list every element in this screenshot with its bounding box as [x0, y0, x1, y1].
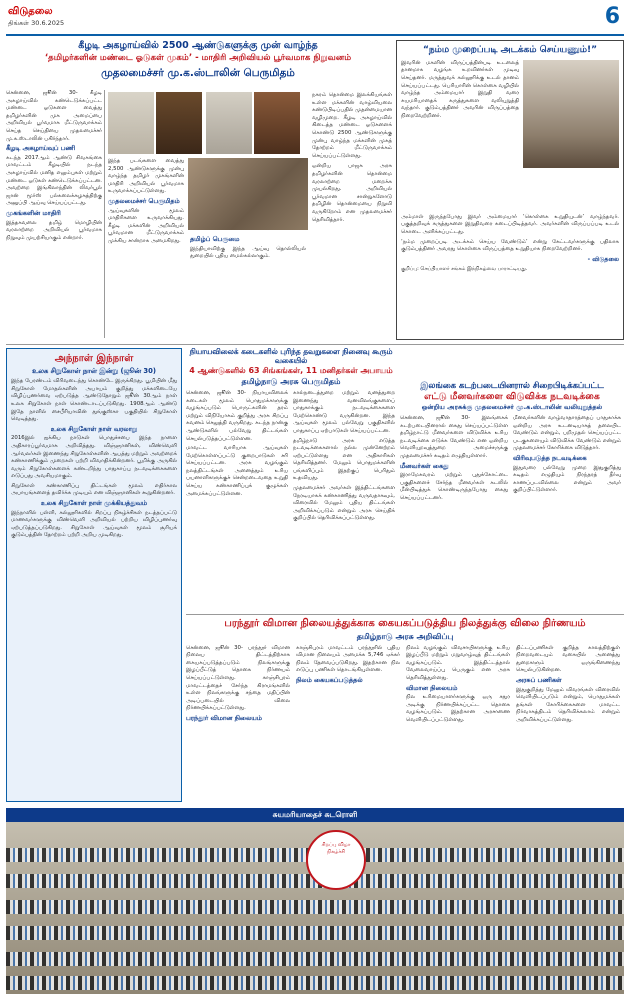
quote-body-3: ‘நம்ம முறைப்படி அடக்கம் செய்ய வேண்டும்’ என்று கேட்டவர்களுக்கு பதிலாக குடும்பத்தினர் அவரது கொள்கை விருப்பத்தை உறுதியாக நிறைவேற்றினர்.: [401, 238, 619, 253]
airport-body-2: காஞ்சிபுரம் மாவட்டம் பரந்தூரில் புதிய விமான நிலையம் அமைக்க 5,746 ஏக்கர் நிலம் தேவைப்படுகிறது. இதற்கான நில எடுப்பு பணிகள் தொடங்கியுள்ளன.: [296, 644, 400, 674]
lead-body-5: ஆய்வுகளின் மூலம் மாதிரிகளை உருவாக்கியது. கீழடி மக்களின் அறிவியல் பூர்வமான மீட்டுருவாக்கம் முக்கிய சான்றாக அமைகிறது.: [108, 207, 184, 244]
fishermen-column-2: [513, 415, 621, 593]
column-divider: [104, 90, 105, 338]
quote-body-2: அம்மாள் இருந்தபோது இவர் அம்மையார் ‘கொள்கை உறுதியுடன்’ வாழ்ந்தவர். பகுத்தறிவுக் கருத்துகளை இறுதிவரை கடைப்பிடித்தவர். அவர்களின் விருப்பப்படி உடல் கொடை அளிக்கப்பட்டது.: [401, 213, 619, 235]
excavation-photo: [188, 158, 308, 230]
ration-body-1: சென்னை, ஜூன் 30- நியாயவிலைக் கடைகள் மூலம் பொதுமக்களுக்கு வழங்கப்படும் பொருட்களின் தரம் மற்றும் விநியோகம் குறித்து அரசு சிறப்பு கவனம் செலுத்தி வருகிறது. கடந்த நான்கு ஆண்டுகளில் பல்வேறு திட்டங்கள் செயல்படுத்தப்பட்டுள்ளன.: [186, 389, 288, 442]
face-reconstruction-2: [254, 92, 300, 154]
face-reconstruction-1: [156, 92, 202, 154]
airport-sub-1: பரந்தூர் விமான நிலையம்: [186, 713, 262, 722]
ration-body-5: முதலமைச்சர் அவர்கள் இத்திட்டங்களை நேரடியாகக் கண்காணித்து வருவதாகவும், விரைவில் மேலும் புதிய திட்டங்கள் அறிவிக்கப்படும் என்றும் அரசு செய்திக் குறிப்பில் தெரிவிக்கப்பட்டுள்ளது.: [293, 485, 395, 522]
fishermen-subhead: ஒன்றிய அரசுக்கு முதலமைச்சர் மு.க.ஸ்டாலின் வலியுறுத்தல்: [421, 403, 603, 412]
airport-column-3: [406, 645, 510, 785]
ration-body-3: கால்நடைத்துறை மற்றும் வனத்துறை இணைந்து வனவிலங்குகளைப் பாதுகாக்கும் நடவடிக்கைகளை மேற்கொண்டு வருகின்றன. இந்த ஆய்வுகள் மூலம் பல்வேறு பகுதிகளில் பாதுகாப்பு ஏற்பாடுகள் செய்யப்பட்டன.: [293, 389, 395, 434]
airport-body-5: திட்டப்பணிகள் குறித்த காலத்திற்குள் நிறைவடையும் வகையில் அனைத்து துறைகளும் ஒருங்கிணைந்து செயல்படுகின்றன.: [516, 644, 620, 674]
lead-sub-1: கீழடி அகழாய்வுப் பணி: [6, 144, 76, 153]
lead-body-3: நகரம் தொன்மை இலக்கியங்கள் உள்ள மக்களின் வாழ்வியலை கண்டுபிடிப்பதில் முதன்மையான வழிமுறை. கீழடி அகழாய்வில் கிடைத்த மண்டை ஓடுகளைக் கொண்டு 2500 ஆண்டுகளுக்கு முன்பு வாழ்ந்த மக்களின் முகத் தோற்றம் மீட்டுருவாக்கம் செய்யப்பட்டுள்ளது.: [312, 92, 392, 159]
lead-sub-2: முகங்களின் மாதிரி: [6, 208, 61, 217]
lead-caption-column: [108, 158, 184, 338]
airport-headline: பரந்தூர் விமான நிலையத்துக்காக கையகப்படுத்திய நிலத்துக்கு விலை நிர்ணயம்: [224, 618, 586, 629]
airport-body-3: நிலம் வழங்கும் விவசாயிகளுக்கு உரிய இழப்பீடு மற்றும் மறுவாழ்வுத் திட்டங்கள் வழங்கப்படும். இத்திட்டத்தால் வேலைவாய்ப்பு பெருகும் என அரசு தெரிவித்துள்ளது.: [406, 644, 510, 681]
airport-body-4: நில உரிமையாளர்களுக்கு ஒரு சதுர அடிக்கு நிர்ணயிக்கப்பட்ட தொகை வழங்கப்படும். இதற்கான அரசாணை வெளியிடப்பட்டுள்ளது.: [406, 694, 510, 723]
lead-body-1: கடந்த 2017ஆம் ஆண்டு சிவகங்கை மாவட்டம் கீழடியில் நடந்த அகழாய்வில் மனித எலும்புகள் மற்றும் மண்டை ஓடுகள் கண்டெடுக்கப்பட்டன. அவற்றை இங்கிலாந்தின் லிவர்பூல் ஜான் மூர்ஸ் பல்கலைக்கழகத்திற்கு அனுப்பி ஆய்வு செய்யப்பட்டது.: [6, 154, 102, 207]
lead-headline: ‘தமிழர்களின் மண்டை ஓடுகள் முகம்’ - மாதிரி அறிவியல் பூர்வமாக நிறுவனம்: [44, 53, 352, 64]
ration-column-2: [293, 390, 395, 540]
fishermen-story: [400, 380, 624, 610]
skull-photo-2: [206, 92, 252, 154]
lead-sub-3: தமிழ்ப் பெருமை: [190, 235, 240, 243]
fishermen-body-2: இராமேசுவரம் மற்றும் புதுக்கோட்டை பகுதிகளைச் சேர்ந்த மீனவர்கள் கடலில் மீன்பிடித்துக் கொண்டிருந்தபோது கைது செய்யப்பட்டனர்.: [400, 472, 508, 501]
elderly-woman-photo: [523, 60, 619, 168]
ration-body-2: மாவட்ட வாரியாக ஆய்வுகள் மேற்கொள்ளப்பட்டு குறைபாடுகள் சரி செய்யப்பட்டன. அரசு வழங்கும் நலத்திட்டங்கள் அனைத்தும் உரிய பயனாளிகளுக்குச் சென்றடைவதை உறுதி செய்ய கண்காணிப்புக் குழுக்கள் அமைக்கப்பட்டுள்ளன.: [186, 445, 288, 497]
ration-body-4: தமிழ்நாடு அரசு எடுத்த நடவடிக்கைகளால் நல்ல முன்னேற்றம் ஏற்பட்டுள்ளது என அதிகாரிகள் தெரிவித்தனர். மேலும் பொதுமக்களின் பங்களிப்பும் இதற்குப் பெரிதும் உதவியது.: [293, 437, 395, 482]
on-this-day-body-2: 2016இல் ஐக்கிய நாடுகள் பொதுச்சபை இந்த நாளை அதிகாரப்பூர்வமாக அறிவித்தது. விஞ்ஞானிகள், விண்வெளி ஆர்வலர்கள் இணைந்து சிறுகோள்களின் ஆபத்து மற்றும் அவற்றைக் கண்காணிக்கும் முறைகள் பற்றி விவாதிக்கின்றனர். பூமிக்கு அருகில் வரும் சிறுகோள்களைக் கண்டறிந்து பாதுகாப்பு நடவடிக்கைகளை எடுப்பது அவசியமாகும்.: [11, 435, 177, 480]
quote-body: இவரின் மகளின் விருப்பத்தின்படி உடலைத் தானமாக வழங்க உறவினர்கள் முடிவு செய்தனர். மருத்துவக் கல்லூரிக்கு உடல் தானம் செய்யப்பட்டது. பெரியாரின் கொள்கை வழியில் வாழ்ந்த அம்மையார் இறுதி வரை சுயமரியாதைக் கருத்துகளை வலியுறுத்தி வந்தார். குடும்பத்தினர் அவரின் விருப்பத்தை நிறைவேற்றினர்.: [401, 59, 519, 119]
lead-column-4: [312, 92, 392, 338]
page-number: 6: [604, 4, 620, 29]
quote-body-left: [401, 60, 519, 212]
skull-photo-1: [108, 92, 154, 154]
on-this-day-subtitle: உலக சிறுகோள் நாள் இன்று (ஜூன் 30): [32, 367, 156, 375]
lead-subhead: முதலமைச்சர் மு.க.ஸ்டாலின் பெருமிதம்: [101, 66, 295, 79]
quote-body-bottom: [401, 214, 619, 254]
ration-subhead: தமிழ்நாடு அரசு பெருமிதம்: [241, 377, 341, 387]
on-this-day-sub-2: உலக சிறுகோள் நாள் முக்கியத்துவம்: [40, 499, 147, 508]
ration-headline: 4 ஆண்டுகளில் 63 சிங்கங்கள், 11 மனிதர்கள் அபாயம்: [189, 365, 393, 375]
fishermen-body-4: இதுவரை பல்வேறு முறை இதுகுறித்து கடிதம் எழுதியும் நிரந்தரத் தீர்வு காணப்படவில்லை என்றும் அவர் குறிப்பிட்டுள்ளார்.: [513, 464, 621, 494]
masthead-rule: [6, 34, 624, 36]
ration-kicker: நியாயவிலைக் கடைகளில் புரிந்த தவறுகளை நினைவு கூரும் வகையில்: [189, 348, 393, 365]
event-badge: சிறப்பு விழா நிகழ்ச்சி: [306, 830, 366, 890]
quote-title: “நம்ம முறைப்படி அடக்கம் செய்யணும்!”: [422, 45, 597, 55]
lead-column-3: [190, 234, 306, 338]
lead-kicker: கீழடி அகழாய்வில் 2500 ஆண்டுகளுக்கு முன் வாழ்ந்த: [78, 40, 318, 51]
fishermen-body-3: மீனவர்களின் வாழ்வாதாரத்தைப் பாதுகாக்க ஒன்றிய அரசு உடனடியாகத் தலையிட வேண்டும் என்றும், பறிமுதல் செய்யப்பட்ட படகுகளையும் விடுவிக்க வேண்டும் என்றும் முதலமைச்சர் கோரிக்கை விடுத்தார்.: [513, 415, 621, 452]
airport-body-1: சென்னை, ஜூன் 30- பரந்தூர் விமான நிலைய திட்டத்திற்காக கையகப்படுத்தப்படும் நிலங்களுக்கு இழப்பீட்டுத் தொகை நிர்ணயம் செய்யப்பட்டுள்ளது. காஞ்சிபுரம் மாவட்டத்தைச் சேர்ந்த கிராமங்களில் உள்ள நிலங்களுக்கு சந்தை மதிப்பின் அடிப்படையில் விலை நிர்ணயிக்கப்பட்டுள்ளது.: [186, 644, 290, 712]
airport-column-1: [186, 645, 290, 785]
lead-body-4: ஒன்றிய பாஜக அரசு தமிழர்களின் தொன்மை வரலாற்றை மறைக்க முயல்கிறது. அறிவியல் பூர்வமான சான்றுகளோடு தமிழின் தொன்மையை நிறுவி வருகிறோம் என முதலமைச்சர் தெரிவித்தார்.: [312, 163, 392, 223]
lead-body-6: இந்தியாவிற்கு இந்த ஆய்வு தொல்லியல் துறையில் புதிய மைல்கல்லாகும்.: [190, 245, 306, 260]
airport-sub-2: விமான நிலையம்: [406, 683, 458, 692]
masthead-name: விடுதலை: [8, 6, 53, 17]
airport-column-2: [296, 645, 400, 785]
fishermen-kicker: இலங்கை கடற்படையினரால் சிறைபிடிக்கப்பட்ட: [420, 380, 604, 390]
lead-body-2: இத்தகவலை தமிழ் மொழியின் வரலாற்றை அறிவியல் பூர்வமாக நிறுவும் முயற்சியாகும் என்றார்.: [6, 219, 102, 241]
ration-column-1: [186, 390, 288, 540]
quote-footnote: குறிப்பு: செய்தியாளர் சங்கம் இந்நிகழ்வை பாராட்டியது.: [401, 265, 528, 272]
lead-caption: இந்த படங்களை வைத்து 2,500 ஆண்டுகளுக்கு முன்பு வாழ்ந்த தமிழர் முகங்களின் மாதிரி அறிவியல் பூர்வமாக உருவாக்கப்பட்டுள்ளது.: [108, 158, 184, 195]
airport-subhead: தமிழ்நாடு அரசு அறிவிப்பு: [356, 632, 454, 641]
event-crowd-photo: [6, 808, 624, 994]
quote-box: [396, 40, 624, 340]
event-banner-strip: சுயமரியாதைச் சுடரொளி: [6, 808, 624, 822]
on-this-day-body-3: சிறுகோள் கண்காணிப்பு திட்டங்கள் மூலம் எதிர்கால அபாயங்களைத் தவிர்க்க முடியும் என விஞ்ஞானிகள் கூறுகின்றனர்.: [11, 482, 177, 497]
on-this-day-body-4: இந்நாளில் பள்ளி, கல்லூரிகளில் சிறப்பு நிகழ்ச்சிகள் நடத்தப்பட்டு மாணவர்களுக்கு விண்வெளி அறிவியல் பற்றிய விழிப்புணர்வு ஏற்படுத்தப்படுகிறது. சிறுகோள் ஆய்வுகள் மூலம் சூரியக் குடும்பத்தின் தோற்றம் பற்றி அறிய முடிகிறது.: [11, 509, 177, 539]
on-this-day-sub-1: உலக சிறுகோள் நாள் வரலாறு: [50, 424, 138, 433]
quote-signature: - விடுதலை: [587, 255, 619, 263]
lead-dateline: சென்னை, ஜூன் 30- கீழடி அகழாய்வில் கண்டெடுக்கப்பட்ட மண்டை ஓடுகளை வைத்து தமிழர்களின் முக அமைப்பை அறிவியல் பூர்வமாக மீட்டுருவாக்கம் செய்த செய்தியை முதலமைச்சர் மு.க.ஸ்டாலின் பகிர்ந்தார்.: [6, 90, 102, 142]
airport-sub-3: அரசுப் பணிகள்: [516, 675, 562, 684]
airport-story: [186, 614, 624, 804]
fishermen-body-1: சென்னை, ஜூன் 30- இலங்கைக் கடற்படையினரால் கைது செய்யப்பட்டுள்ள தமிழ்நாட்டு மீனவர்களை விடுவிக்க உரிய நடவடிக்கை எடுக்க வேண்டும் என ஒன்றிய வெளியுறவுத்துறை அமைச்சருக்கு முதலமைச்சர் கடிதம் எழுதியுள்ளார்.: [400, 415, 508, 459]
on-this-day-title: அந்நாள் இந்நாள்: [54, 353, 134, 364]
lead-caption-sub: முதலமைச்சர் பெருமிதம்: [108, 196, 180, 205]
airport-column-4: [516, 645, 620, 785]
lead-column-1: [6, 90, 102, 338]
section-divider: [6, 344, 624, 345]
fishermen-sub-2: விரிவுபடுத்த நடவடிக்கை: [513, 453, 587, 462]
fishermen-sub-1: மீனவர்கள் கைது: [400, 461, 449, 470]
on-this-day-body: இந்த பேரண்டம் விரிவடைந்து கொண்டே இருக்கிறது. பூமியின் மீது சிறுகோள் மோதல்களின் அபாயம் குறித்து மக்களிடையே விழிப்புணர்வை ஏற்படுத்த ஆண்டுதோறும் ஜூன் 30ஆம் நாள் உலக சிறுகோள் நாள் கொண்டாடப்படுகிறது. 1908ஆம் ஆண்டு இதே நாளில் சைபீரியாவின் துங்குஸ்கா பகுதியில் சிறுகோள் வெடித்தது.: [11, 378, 177, 423]
fishermen-headline: எட்டு மீனவர்களை விடுவிக்க நடவடிக்கை: [424, 391, 600, 403]
masthead-date: திங்கள் 30.6.2025: [8, 19, 65, 27]
on-this-day-box: [6, 348, 182, 802]
airport-body-6: இதுகுறித்து மேலும் விவரங்கள் விரைவில் வெளியிடப்படும் என்றும், பொதுமக்கள் தங்கள் கோரிக்கைகளை மாவட்ட நிர்வாகத்திடம் தெரிவிக்கலாம் என்றும் அறிவிக்கப்பட்டுள்ளது.: [516, 686, 620, 723]
fishermen-column-1: [400, 415, 508, 593]
airport-sub-4: நிலம் கையகப்படுத்தல்: [296, 675, 363, 684]
